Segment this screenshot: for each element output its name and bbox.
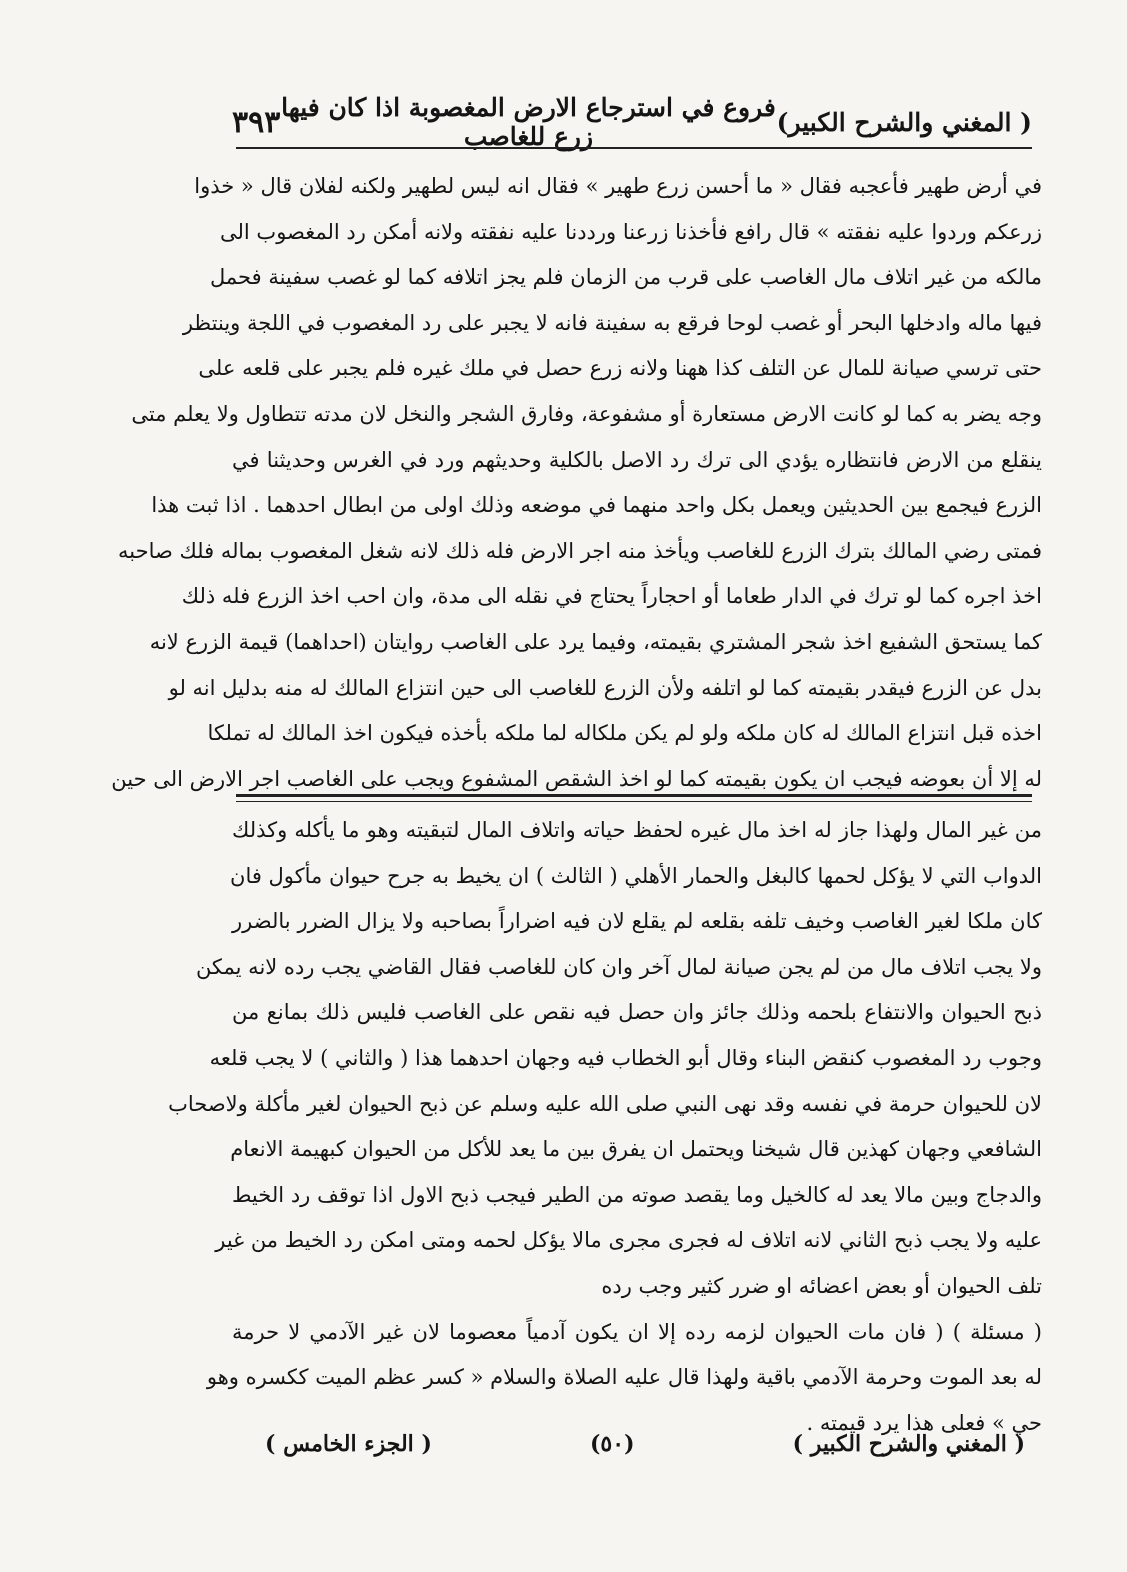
section-divider [236,794,1032,797]
text-line: له إلا أن بعوضه فيجب ان يكون بقيمته كما لو اخذ الشقص المشفوع ويجب على الغاصب اجر الارض الى حين [111,766,1042,791]
header-book-title: ( المغني والشرح الكبير) [776,107,1032,137]
text-line: وجوب رد المغصوب كنقض البناء وقال أبو الخطاب فيه وجهان احدهما هذا ( والثاني ) لا يجب قلعه [209,1045,1042,1070]
text-line: ينقلع من الارض فانتظاره يؤدي الى ترك رد الاصل بالكلية وحديثهم ورد في الغرس وحديثنا في [232,447,1042,472]
text-line: له بعد الموت وحرمة الآدمي باقية ولهذا قال عليه الصلاة والسلام « كسر عظم الميت ككسره وهو [206,1365,1042,1390]
text-line: وجه يضر به كما لو كانت الارض مستعارة أو مشفوعة، وفارق الشجر والنخل لان مدته تتطاول ولا يعلم متى [131,401,1042,426]
text-line: الشافعي وجهان كهذين قال شيخنا ويحتمل ان يفرق بين ما يعد للأكل من الحيوان كبهيمة الانعام [230,1137,1042,1162]
footer-signature: (٥٠) [590,1431,635,1457]
text-line: ذبح الحيوان والانتفاع بلحمه وذلك جائز وان حصل فيه نقص على الغاصب فليس ذلك بمانع من [232,1000,1042,1025]
text-line: تلف الحيوان أو بعض اعضائه او ضرر كثير وجب رده [601,1273,1042,1298]
header-section-title: فروع في استرجاع الارض المغصوبة اذا كان فيها زرع للغاصب [281,93,776,151]
text-line: حتى ترسي صيانة للمال عن التلف كذا ههنا ولانه زرع حصل في ملك غيره فلم يجبر على قلعه على [198,356,1042,381]
text-line: اخذه قبل انتزاع المالك له كان ملكه ولو لم يكن ملكاله لما ملكه بأخذه فيكون اخذ المالك له تملكا [207,721,1042,746]
text-line: ولا يجب اتلاف مال من لم يجن صيانة لمال آخر وان كان للغاصب فقال القاضي يجب رده لانه يمكن [195,954,1042,979]
text-line: في أرض طهير فأعجبه فقال « ما أحسن زرع طهير » فقال انه ليس لطهير ولكنه لفلان قال « خذوا [194,174,1042,198]
running-head [232,93,1032,151]
text-line: من غير المال ولهذا جاز له اخذ مال غيره لحفظ حياته واتلاف المال لتبقيته وهو ما يأكله وكذلك [232,818,1042,842]
text-line: مالكه من غير اتلاف مال الغاصب على قرب من الزمان فلم يجز اتلافه كما لو غصب سفينة فحمل [210,265,1042,290]
page-footer [265,1424,1025,1464]
text-line: عليه ولا يجب ذبح الثاني لانه اتلاف له فجرى مجرى مالا يؤكل لحمه ومتى امكن رد الخيط من غير [215,1228,1042,1253]
text-line: اخذ اجره كما لو ترك في الدار طعاما أو احجاراً يحتاج في نقله الى مدة، وان احب اخذ الزرع فله ذلك [181,584,1042,609]
page-number: ٣٩٣ [232,104,281,140]
footer-book-title: ( المغني والشرح الكبير ) [792,1431,1025,1457]
text-line: والدجاج وبين مالا يعد له كالخيل وما يقصد صوته من الطير فيجب ذبح الاول اذا توقف رد الخيط [232,1182,1042,1207]
text-line: كما يستحق الشفيع اخذ شجر المشتري بقيمته، وفيما يرد على الغاصب روايتان (احداهما) قيمة الزرع لانه [149,629,1042,654]
header-rule [236,147,1032,149]
text-line: الدواب التي لا يؤكل لحمها كالبغل والحمار الأهلي ( الثالث ) ان يخيط به جرح حيوان مأكول فان [230,863,1042,888]
text-line: كان ملكا لغير الغاصب وخيف تلفه بقلعه لم يقلع لان فيه اضراراً بصاحبه ولا يزال الضرر بالضرر [232,909,1042,934]
text-line: لان للحيوان حرمة في نفسه وقد نهى النبي صلى الله عليه وسلم عن ذبح الحيوان لغير مأكلة ولاصحاب [168,1091,1042,1116]
footer-volume: ( الجزء الخامس ) [265,1431,432,1457]
section-divider [236,801,1032,802]
text-line: الزرع فيجمع بين الحديثين ويعمل بكل واحد منهما في موضعه وذلك اولى من ابطال احدهما . اذا ثبت هذا [151,493,1042,518]
text-line: بدل عن الزرع فيقدر بقيمته كما لو اتلفه ولأن الزرع للغاصب الى حين انتزاع المالك له منه بدليل انه لو [168,675,1042,700]
text-line: فيها ماله وادخلها البحر أو غصب لوحا فرقع به سفينة فانه لا يجبر على رد المغصوب في اللجة وينتظر [182,310,1042,335]
lower-text-block [168,808,1042,1446]
upper-text-block [111,164,1042,802]
text-line: فمتى رضي المالك بترك الزرع للغاصب ويأخذ منه اجر الارض فله ذلك لانه شغل المغصوب بماله فلك صاحبه [118,538,1042,563]
text-line: ( مسئلة ) ( فان مات الحيوان لزمه رده إلا ان يكون آدمياً معصوما لان غير الآدمي لا حرمة [232,1319,1042,1344]
text-line: حي » فعلى هذا يرد قيمته . [806,1410,1042,1435]
text-line: زرعكم وردوا عليه نفقته » قال رافع فأخذنا زرعنا ورددنا عليه نفقته ولانه أمكن رد المغصوب الى [220,219,1042,244]
